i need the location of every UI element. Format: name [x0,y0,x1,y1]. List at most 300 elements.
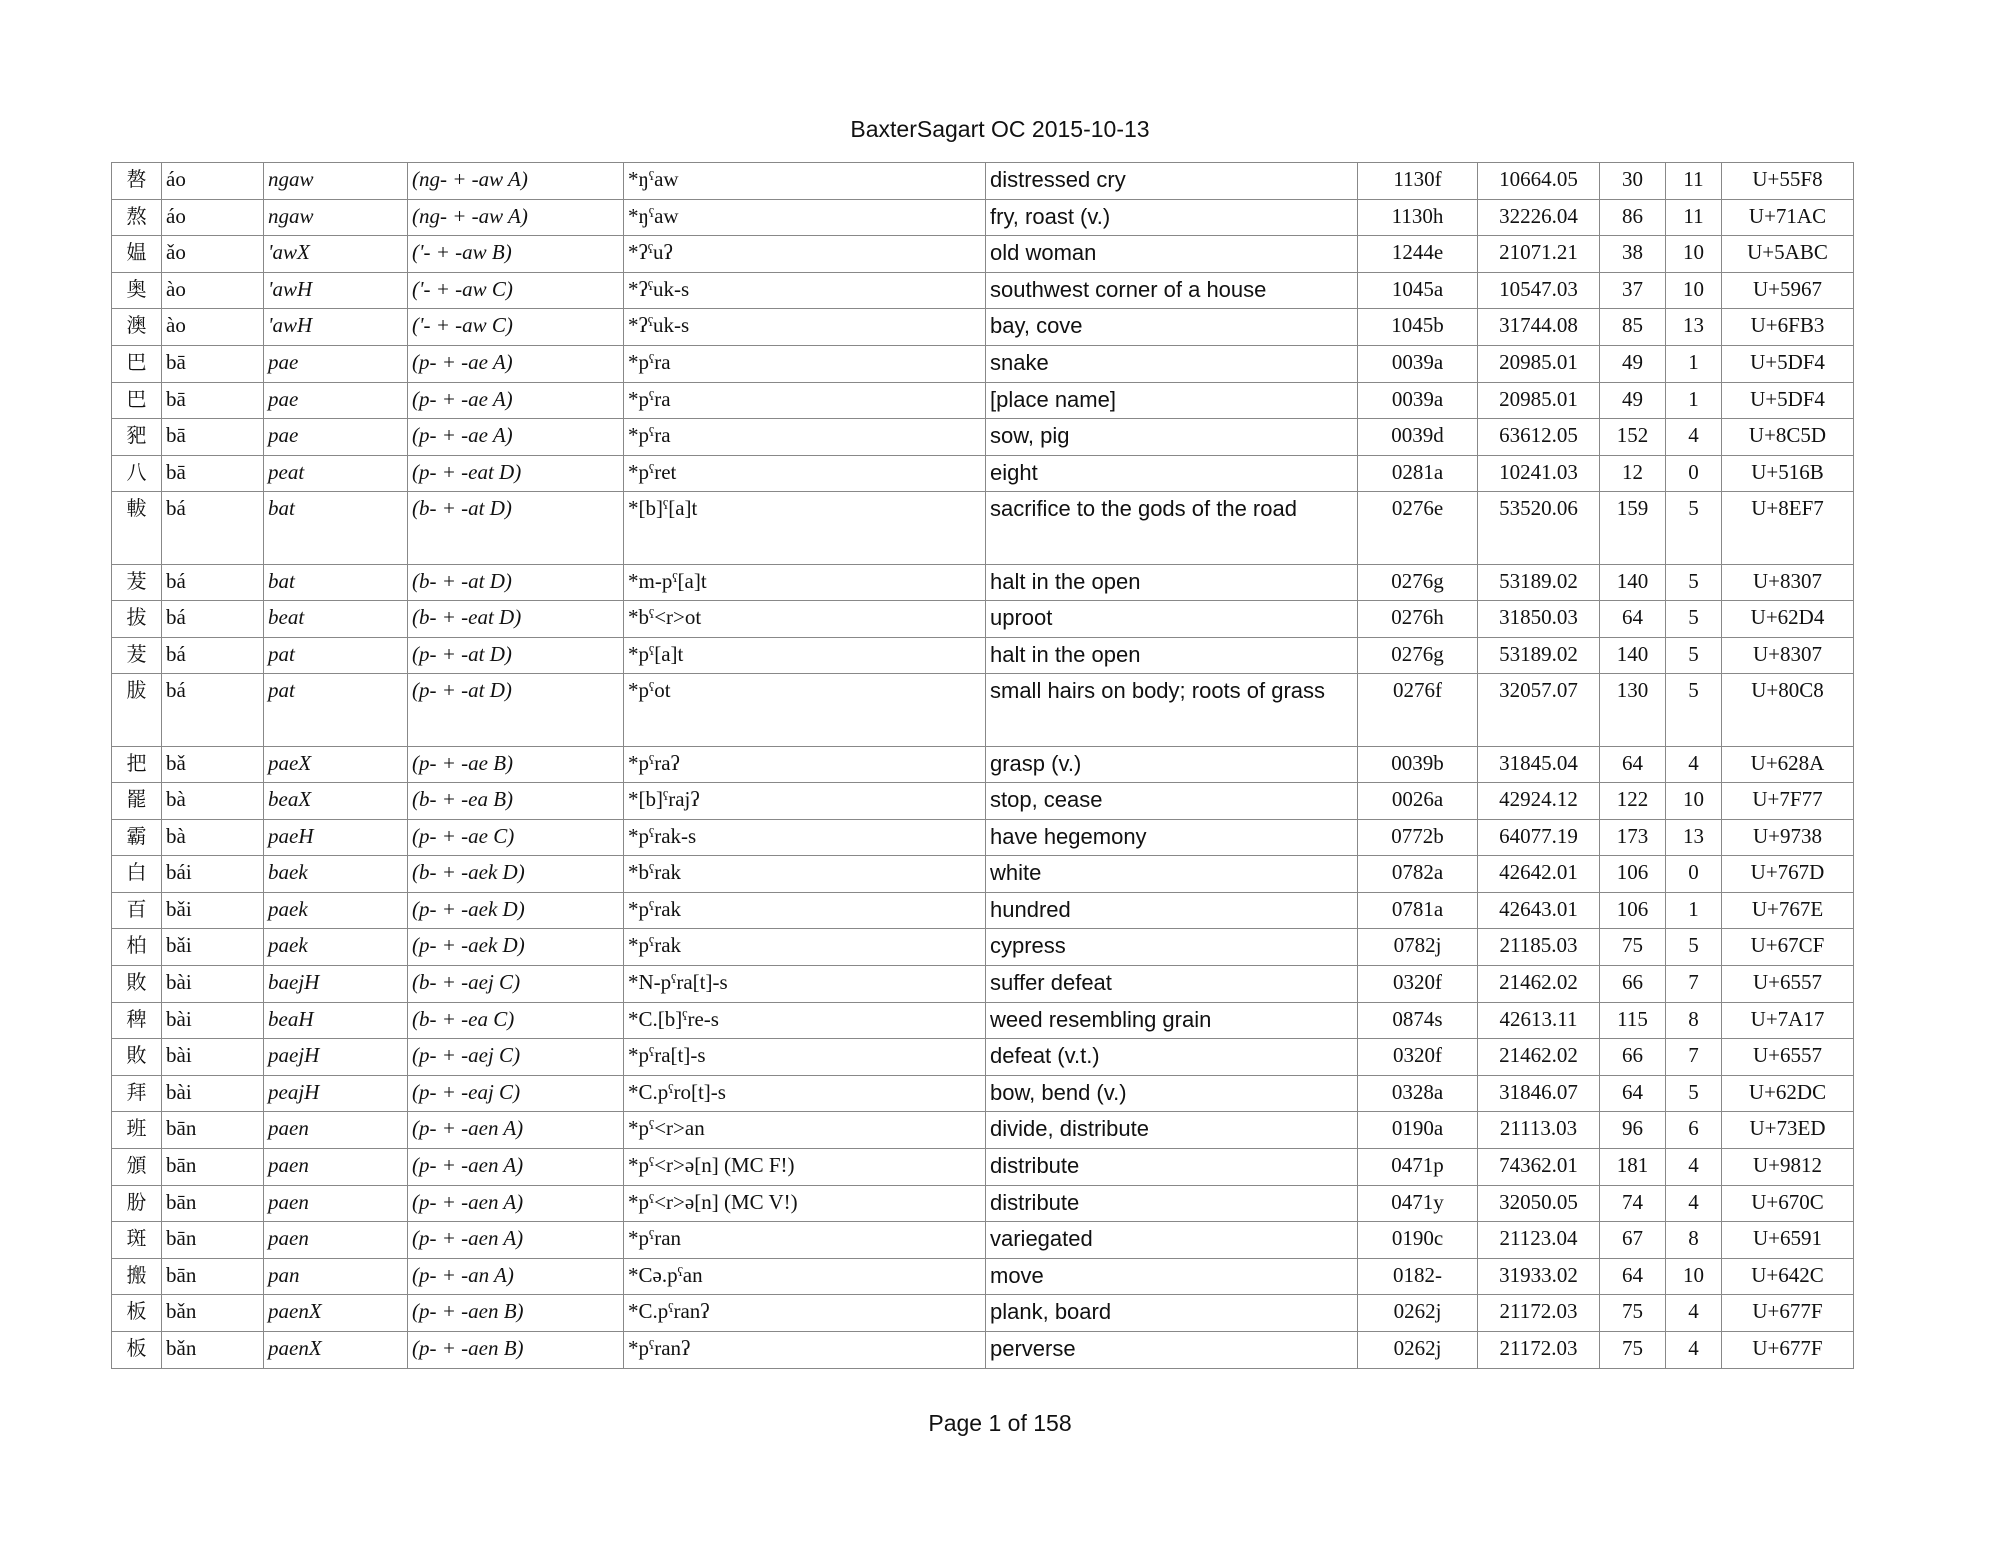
pinyin-cell: bǎi [162,929,264,966]
character-cell: 敗 [112,966,162,1003]
unicode-cell: U+9812 [1722,1149,1854,1186]
hydzd-cell: 63612.05 [1478,419,1600,456]
old-chinese-cell: *bˤ<r>ot [624,601,986,638]
initial-final-cell: (p- + -aek D) [408,929,624,966]
hydzd-cell: 31850.03 [1478,601,1600,638]
gloss-cell: grasp (v.) [986,746,1358,783]
old-chinese-cell: *pˤrak [624,929,986,966]
old-chinese-cell: *ŋˤaw [624,199,986,236]
radical-cell: 75 [1600,929,1666,966]
character-cell: 茇 [112,637,162,674]
pinyin-cell: ǎo [162,236,264,273]
initial-final-cell: ('- + -aw C) [408,309,624,346]
gloss-cell: uproot [986,601,1358,638]
strokes-cell: 5 [1666,601,1722,638]
gloss-cell: snake [986,345,1358,382]
hydzd-cell: 21172.03 [1478,1295,1600,1332]
middle-chinese-cell: 'awH [264,309,408,346]
initial-final-cell: (p- + -aen A) [408,1185,624,1222]
table-row [112,1222,1854,1259]
strokes-cell: 5 [1666,637,1722,674]
strokes-cell: 4 [1666,1149,1722,1186]
strokes-cell: 0 [1666,856,1722,893]
table-row [112,272,1854,309]
pinyin-cell: bà [162,783,264,820]
middle-chinese-cell: pae [264,345,408,382]
gsr-cell: 1244e [1358,236,1478,273]
gloss-cell: sacrifice to the gods of the road [986,492,1358,564]
character-cell: 板 [112,1332,162,1369]
old-chinese-cell: *ʔˤuk-s [624,309,986,346]
middle-chinese-cell: paenX [264,1332,408,1369]
pinyin-cell: bā [162,382,264,419]
gloss-cell: cypress [986,929,1358,966]
unicode-cell: U+55F8 [1722,163,1854,200]
strokes-cell: 1 [1666,345,1722,382]
character-cell: 頒 [112,1149,162,1186]
unicode-cell: U+767D [1722,856,1854,893]
pinyin-cell: bà [162,819,264,856]
table-row [112,819,1854,856]
pinyin-cell: ào [162,272,264,309]
table-row [112,455,1854,492]
old-chinese-cell: *pˤret [624,455,986,492]
middle-chinese-cell: baejH [264,966,408,1003]
radical-cell: 66 [1600,966,1666,1003]
table-row [112,1112,1854,1149]
gloss-cell: variegated [986,1222,1358,1259]
strokes-cell: 4 [1666,1185,1722,1222]
gsr-cell: 0262j [1358,1332,1478,1369]
pinyin-cell: bān [162,1112,264,1149]
gsr-cell: 0874s [1358,1002,1478,1039]
hydzd-cell: 64077.19 [1478,819,1600,856]
middle-chinese-cell: paeX [264,746,408,783]
radical-cell: 67 [1600,1222,1666,1259]
table-row [112,783,1854,820]
initial-final-cell: (p- + -at D) [408,637,624,674]
table-row [112,236,1854,273]
unicode-cell: U+5DF4 [1722,382,1854,419]
radical-cell: 38 [1600,236,1666,273]
middle-chinese-cell: 'awX [264,236,408,273]
radical-cell: 140 [1600,564,1666,601]
gsr-cell: 0039d [1358,419,1478,456]
table-row [112,746,1854,783]
pinyin-cell: bān [162,1258,264,1295]
old-chinese-cell: *pˤra [624,382,986,419]
middle-chinese-cell: beaX [264,783,408,820]
unicode-cell: U+71AC [1722,199,1854,236]
radical-cell: 159 [1600,492,1666,564]
unicode-cell: U+677F [1722,1332,1854,1369]
unicode-cell: U+8307 [1722,564,1854,601]
old-chinese-cell: *N-pˤra[t]-s [624,966,986,1003]
old-chinese-cell: *pˤ<r>ə[n] (MC V!) [624,1185,986,1222]
pinyin-cell: bǎn [162,1295,264,1332]
character-cell: 搬 [112,1258,162,1295]
old-chinese-cell: *C.[b]ˤre-s [624,1002,986,1039]
gsr-cell: 0276f [1358,674,1478,746]
pinyin-cell: bá [162,492,264,564]
initial-final-cell: (b- + -at D) [408,564,624,601]
pinyin-cell: bǎi [162,892,264,929]
gsr-cell: 0039a [1358,345,1478,382]
table-row [112,492,1854,564]
hydzd-cell: 53520.06 [1478,492,1600,564]
hydzd-cell: 31846.07 [1478,1075,1600,1112]
pinyin-cell: áo [162,199,264,236]
table-row [112,1295,1854,1332]
gloss-cell: halt in the open [986,637,1358,674]
gsr-cell: 0276h [1358,601,1478,638]
radical-cell: 115 [1600,1002,1666,1039]
strokes-cell: 4 [1666,419,1722,456]
gsr-cell: 1130f [1358,163,1478,200]
initial-final-cell: (p- + -eaj C) [408,1075,624,1112]
initial-final-cell: (ng- + -aw A) [408,163,624,200]
unicode-cell: U+7F77 [1722,783,1854,820]
middle-chinese-cell: pan [264,1258,408,1295]
middle-chinese-cell: peat [264,455,408,492]
character-cell: 霸 [112,819,162,856]
pinyin-cell: bǎn [162,1332,264,1369]
table-row [112,163,1854,200]
radical-cell: 106 [1600,856,1666,893]
hydzd-cell: 42924.12 [1478,783,1600,820]
middle-chinese-cell: beaH [264,1002,408,1039]
gloss-cell: have hegemony [986,819,1358,856]
pinyin-cell: bài [162,1002,264,1039]
gloss-cell: halt in the open [986,564,1358,601]
character-cell: 八 [112,455,162,492]
unicode-cell: U+670C [1722,1185,1854,1222]
old-chinese-cell: *pˤot [624,674,986,746]
gsr-cell: 0328a [1358,1075,1478,1112]
hydzd-cell: 32226.04 [1478,199,1600,236]
gloss-cell: distribute [986,1185,1358,1222]
gloss-cell: [place name] [986,382,1358,419]
gsr-cell: 1045b [1358,309,1478,346]
radical-cell: 85 [1600,309,1666,346]
old-chinese-cell: *C.pˤranʔ [624,1295,986,1332]
character-cell: 板 [112,1295,162,1332]
initial-final-cell: (p- + -aek D) [408,892,624,929]
old-chinese-cell: *pˤ<r>an [624,1112,986,1149]
page-title: BaxterSagart OC 2015-10-13 [850,116,1150,142]
gloss-cell: stop, cease [986,783,1358,820]
character-cell: 拔 [112,601,162,638]
table-row [112,1332,1854,1369]
initial-final-cell: (p- + -aen A) [408,1222,624,1259]
character-cell: 白 [112,856,162,893]
middle-chinese-cell: beat [264,601,408,638]
initial-final-cell: (b- + -eat D) [408,601,624,638]
strokes-cell: 10 [1666,236,1722,273]
initial-final-cell: (p- + -at D) [408,674,624,746]
hydzd-cell: 21172.03 [1478,1332,1600,1369]
gsr-cell: 0781a [1358,892,1478,929]
hydzd-cell: 31845.04 [1478,746,1600,783]
initial-final-cell: (p- + -aen B) [408,1295,624,1332]
middle-chinese-cell: bat [264,492,408,564]
old-chinese-cell: *[b]ˤ[a]t [624,492,986,564]
character-cell: 澳 [112,309,162,346]
character-cell: 胈 [112,674,162,746]
hydzd-cell: 10241.03 [1478,455,1600,492]
strokes-cell: 13 [1666,309,1722,346]
table-row [112,1039,1854,1076]
strokes-cell: 10 [1666,272,1722,309]
page-footer: Page 1 of 158 [928,1410,1072,1436]
radical-cell: 64 [1600,1258,1666,1295]
pinyin-cell: bá [162,601,264,638]
table-row [112,929,1854,966]
table-row [112,564,1854,601]
character-cell: 柏 [112,929,162,966]
middle-chinese-cell: 'awH [264,272,408,309]
pinyin-cell: bān [162,1185,264,1222]
pinyin-cell: bā [162,419,264,456]
strokes-cell: 1 [1666,382,1722,419]
initial-final-cell: (p- + -ae A) [408,382,624,419]
radical-cell: 49 [1600,345,1666,382]
unicode-cell: U+9738 [1722,819,1854,856]
strokes-cell: 10 [1666,783,1722,820]
strokes-cell: 11 [1666,163,1722,200]
character-cell: 稗 [112,1002,162,1039]
character-cell: 拜 [112,1075,162,1112]
radical-cell: 130 [1600,674,1666,746]
old-chinese-cell: *pˤra [624,419,986,456]
radical-cell: 64 [1600,1075,1666,1112]
pinyin-cell: bān [162,1222,264,1259]
old-chinese-cell: *[b]ˤrajʔ [624,783,986,820]
hydzd-cell: 32057.07 [1478,674,1600,746]
strokes-cell: 1 [1666,892,1722,929]
middle-chinese-cell: pae [264,382,408,419]
middle-chinese-cell: paeH [264,819,408,856]
gloss-cell: white [986,856,1358,893]
strokes-cell: 5 [1666,674,1722,746]
initial-final-cell: (ng- + -aw A) [408,199,624,236]
old-chinese-cell: *ŋˤaw [624,163,986,200]
pinyin-cell: bá [162,674,264,746]
gloss-cell: bay, cove [986,309,1358,346]
strokes-cell: 7 [1666,966,1722,1003]
character-cell: 朌 [112,1185,162,1222]
table-row [112,966,1854,1003]
unicode-cell: U+67CF [1722,929,1854,966]
gsr-cell: 0471y [1358,1185,1478,1222]
strokes-cell: 6 [1666,1112,1722,1149]
unicode-cell: U+6557 [1722,966,1854,1003]
strokes-cell: 4 [1666,1332,1722,1369]
character-cell: 百 [112,892,162,929]
middle-chinese-cell: pat [264,637,408,674]
radical-cell: 64 [1600,601,1666,638]
unicode-cell: U+5DF4 [1722,345,1854,382]
hydzd-cell: 20985.01 [1478,382,1600,419]
hydzd-cell: 21113.03 [1478,1112,1600,1149]
gsr-cell: 1045a [1358,272,1478,309]
gsr-cell: 0320f [1358,1039,1478,1076]
radical-cell: 96 [1600,1112,1666,1149]
radical-cell: 12 [1600,455,1666,492]
radical-cell: 106 [1600,892,1666,929]
table-row [112,601,1854,638]
strokes-cell: 11 [1666,199,1722,236]
character-cell: 巴 [112,382,162,419]
initial-final-cell: (b- + -ea C) [408,1002,624,1039]
gsr-cell: 0276g [1358,564,1478,601]
table-row [112,309,1854,346]
strokes-cell: 8 [1666,1002,1722,1039]
old-chinese-cell: *pˤran [624,1222,986,1259]
old-chinese-cell: *pˤrak [624,892,986,929]
old-chinese-cell: *C.pˤro[t]-s [624,1075,986,1112]
strokes-cell: 5 [1666,492,1722,564]
gloss-cell: eight [986,455,1358,492]
middle-chinese-cell: paejH [264,1039,408,1076]
gsr-cell: 0320f [1358,966,1478,1003]
table-row [112,637,1854,674]
hydzd-cell: 10547.03 [1478,272,1600,309]
initial-final-cell: (p- + -aej C) [408,1039,624,1076]
initial-final-cell: ('- + -aw C) [408,272,624,309]
table-row [112,1075,1854,1112]
pinyin-cell: bá [162,637,264,674]
unicode-cell: U+62DC [1722,1075,1854,1112]
gsr-cell: 0281a [1358,455,1478,492]
middle-chinese-cell: paen [264,1112,408,1149]
table-row [112,1185,1854,1222]
table-row [112,674,1854,746]
hydzd-cell: 21123.04 [1478,1222,1600,1259]
pinyin-cell: áo [162,163,264,200]
gloss-cell: suffer defeat [986,966,1358,1003]
unicode-cell: U+6557 [1722,1039,1854,1076]
middle-chinese-cell: ngaw [264,199,408,236]
unicode-cell: U+628A [1722,746,1854,783]
hydzd-cell: 42642.01 [1478,856,1600,893]
hydzd-cell: 74362.01 [1478,1149,1600,1186]
radical-cell: 37 [1600,272,1666,309]
gsr-cell: 0182- [1358,1258,1478,1295]
pinyin-cell: bài [162,1039,264,1076]
strokes-cell: 7 [1666,1039,1722,1076]
character-cell: 奥 [112,272,162,309]
pinyin-cell: bài [162,966,264,1003]
strokes-cell: 5 [1666,1075,1722,1112]
middle-chinese-cell: pae [264,419,408,456]
radical-cell: 75 [1600,1332,1666,1369]
old-chinese-cell: *pˤra[t]-s [624,1039,986,1076]
gsr-cell: 0772b [1358,819,1478,856]
middle-chinese-cell: ngaw [264,163,408,200]
pinyin-cell: bái [162,856,264,893]
initial-final-cell: (b- + -aek D) [408,856,624,893]
old-chinese-cell: *pˤ[a]t [624,637,986,674]
character-cell: 斑 [112,1222,162,1259]
hydzd-cell: 10664.05 [1478,163,1600,200]
pinyin-cell: bā [162,345,264,382]
pinyin-cell: bān [162,1149,264,1186]
unicode-cell: U+5967 [1722,272,1854,309]
initial-final-cell: ('- + -aw B) [408,236,624,273]
gloss-cell: move [986,1258,1358,1295]
initial-final-cell: (p- + -an A) [408,1258,624,1295]
character-cell: 軷 [112,492,162,564]
gsr-cell: 0782j [1358,929,1478,966]
initial-final-cell: (p- + -ae A) [408,419,624,456]
unicode-cell: U+62D4 [1722,601,1854,638]
gloss-cell: plank, board [986,1295,1358,1332]
radical-cell: 122 [1600,783,1666,820]
initial-final-cell: (p- + -aen A) [408,1112,624,1149]
initial-final-cell: (b- + -ea B) [408,783,624,820]
middle-chinese-cell: paen [264,1185,408,1222]
old-chinese-cell: *pˤraʔ [624,746,986,783]
initial-final-cell: (b- + -at D) [408,492,624,564]
middle-chinese-cell: paek [264,892,408,929]
initial-final-cell: (p- + -ae A) [408,345,624,382]
hydzd-cell: 31744.08 [1478,309,1600,346]
gloss-cell: distribute [986,1149,1358,1186]
unicode-cell: U+767E [1722,892,1854,929]
character-cell: 茇 [112,564,162,601]
table-row [112,419,1854,456]
gloss-cell: small hairs on body; roots of grass [986,674,1358,746]
hydzd-cell: 53189.02 [1478,564,1600,601]
pinyin-cell: bài [162,1075,264,1112]
strokes-cell: 5 [1666,929,1722,966]
unicode-cell: U+8C5D [1722,419,1854,456]
hydzd-cell: 42643.01 [1478,892,1600,929]
gsr-cell: 0276e [1358,492,1478,564]
gsr-cell: 0190a [1358,1112,1478,1149]
character-cell: 敗 [112,1039,162,1076]
radical-cell: 74 [1600,1185,1666,1222]
radical-cell: 140 [1600,637,1666,674]
strokes-cell: 10 [1666,1258,1722,1295]
middle-chinese-cell: baek [264,856,408,893]
middle-chinese-cell: bat [264,564,408,601]
gloss-cell: southwest corner of a house [986,272,1358,309]
gloss-cell: weed resembling grain [986,1002,1358,1039]
table-row [112,1002,1854,1039]
table-row [112,892,1854,929]
character-cell: 嗸 [112,163,162,200]
old-chinese-cell: *pˤra [624,345,986,382]
hydzd-cell: 21071.21 [1478,236,1600,273]
gloss-cell: bow, bend (v.) [986,1075,1358,1112]
unicode-cell: U+6FB3 [1722,309,1854,346]
middle-chinese-cell: paen [264,1149,408,1186]
strokes-cell: 4 [1666,1295,1722,1332]
strokes-cell: 13 [1666,819,1722,856]
hydzd-cell: 53189.02 [1478,637,1600,674]
dictionary-table [111,162,1854,1369]
table-row [112,1258,1854,1295]
hydzd-cell: 20985.01 [1478,345,1600,382]
character-cell: 豝 [112,419,162,456]
hydzd-cell: 32050.05 [1478,1185,1600,1222]
strokes-cell: 0 [1666,455,1722,492]
gloss-cell: hundred [986,892,1358,929]
hydzd-cell: 21462.02 [1478,1039,1600,1076]
gsr-cell: 0026a [1358,783,1478,820]
